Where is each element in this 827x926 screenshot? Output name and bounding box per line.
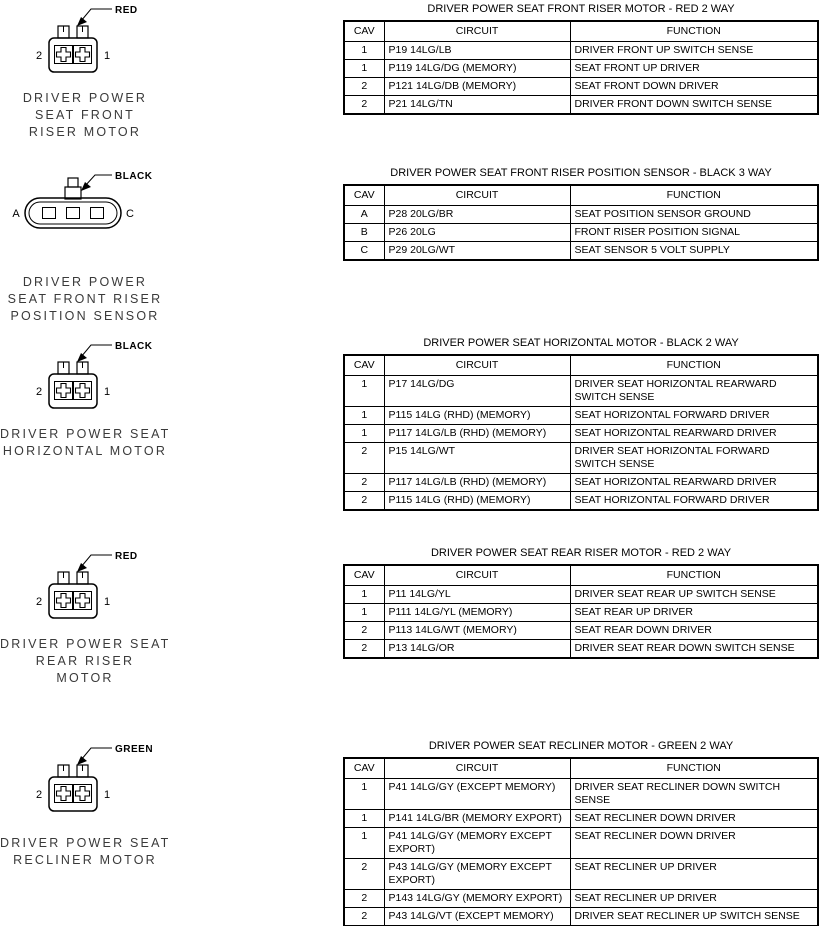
circuit-cell: P119 14LG/DG (MEMORY) [384, 60, 570, 78]
arrowhead-icon [77, 17, 87, 26]
connector-2way-drawing [3, 546, 168, 634]
pin-letter-right: C [125, 208, 134, 220]
circuit-cell: P43 14LG/VT (EXCEPT MEMORY) [384, 908, 570, 926]
function-cell: SEAT HORIZONTAL REARWARD DRIVER [570, 474, 818, 492]
circuit-cell: P115 14LG (RHD) (MEMORY) [384, 492, 570, 511]
table-header-row [344, 185, 818, 206]
cav-cell: 2 [344, 443, 384, 474]
circuit-cell: P19 14LG/LB [384, 42, 570, 60]
connector-tab [68, 178, 78, 187]
function-cell: SEAT HORIZONTAL FORWARD DRIVER [570, 492, 818, 511]
table-row [344, 890, 818, 908]
function-cell: DRIVER SEAT REAR UP SWITCH SENSE [570, 586, 818, 604]
arrowhead-icon [77, 353, 87, 362]
function-cell: DRIVER SEAT HORIZONTAL FORWARD SWITCH SENSE [570, 443, 818, 474]
cav-cell: 2 [344, 474, 384, 492]
cav-cell: 1 [344, 376, 384, 407]
table-row [344, 376, 818, 407]
circuit-cell: P117 14LG/LB (RHD) (MEMORY) [384, 425, 570, 443]
pin-number-left: 2 [35, 50, 42, 62]
table-row [344, 78, 818, 96]
table-row [344, 622, 818, 640]
function-cell: SEAT REAR DOWN DRIVER [570, 622, 818, 640]
table-row [344, 586, 818, 604]
table-title: DRIVER POWER SEAT FRONT RISER MOTOR - RED 2 WAY [427, 3, 735, 15]
connector-2way-drawing [3, 336, 168, 424]
function-cell: FRONT RISER POSITION SIGNAL [570, 224, 818, 242]
table-row [344, 604, 818, 622]
pin-number-right: 1 [103, 50, 110, 62]
function-cell: SEAT SENSOR 5 VOLT SUPPLY [570, 242, 818, 261]
cav-header: CAV [344, 355, 384, 376]
function-cell: SEAT HORIZONTAL REARWARD DRIVER [570, 425, 818, 443]
function-header: FUNCTION [570, 758, 818, 779]
circuit-header: CIRCUIT [384, 565, 570, 586]
circuit-cell: P11 14LG/YL [384, 586, 570, 604]
cav-cell: 2 [344, 622, 384, 640]
function-header: FUNCTION [570, 21, 818, 42]
arrowhead-icon [81, 182, 91, 191]
pin-letter-left: A [11, 208, 20, 220]
circuit-cell: P121 14LG/DB (MEMORY) [384, 78, 570, 96]
connector-area-front-riser-motor [0, 0, 170, 141]
pin-number-left: 2 [35, 789, 42, 801]
table-row [344, 60, 818, 78]
table-row [344, 779, 818, 810]
function-cell: SEAT FRONT DOWN DRIVER [570, 78, 818, 96]
pin-cavity [54, 382, 72, 400]
pin-number-right: 1 [103, 596, 110, 608]
connector-2way-drawing [3, 739, 168, 827]
cav-cell: 2 [344, 890, 384, 908]
connector-area-front-riser-position-sensor [0, 166, 170, 325]
table-row [344, 474, 818, 492]
connector-caption: DRIVER POWER SEAT RECLINER MOTOR [0, 836, 171, 867]
terminal-cross [75, 594, 89, 608]
connector-caption: DRIVER POWER SEAT FRONT RISER POSITION SENSOR [7, 275, 163, 323]
leader-line [81, 9, 112, 21]
connector-color-label: BLACK [114, 341, 152, 352]
table-row [344, 810, 818, 828]
function-cell: SEAT REAR UP DRIVER [570, 604, 818, 622]
cav-cell: 2 [344, 78, 384, 96]
connector-caption: DRIVER POWER SEAT FRONT RISER MOTOR [22, 91, 148, 139]
function-cell: DRIVER SEAT REAR DOWN SWITCH SENSE [570, 640, 818, 659]
terminal-cross [56, 594, 70, 608]
table-header-row [344, 565, 818, 586]
terminal-cross [56, 48, 70, 62]
cav-cell: 1 [344, 60, 384, 78]
circuit-header: CIRCUIT [384, 185, 570, 206]
circuit-header: CIRCUIT [384, 758, 570, 779]
function-header: FUNCTION [570, 565, 818, 586]
circuit-cell: P117 14LG/LB (RHD) (MEMORY) [384, 474, 570, 492]
pin-cavity [73, 46, 91, 64]
connector-color-label: RED [114, 551, 138, 562]
function-header: FUNCTION [570, 185, 818, 206]
table-row [344, 42, 818, 60]
table-row [344, 407, 818, 425]
pin-number-right: 1 [103, 789, 110, 801]
cav-header: CAV [344, 185, 384, 206]
cav-header: CAV [344, 21, 384, 42]
table-row [344, 492, 818, 511]
arrowhead-icon [77, 756, 87, 765]
table-row [344, 859, 818, 890]
pin-cavity [54, 785, 72, 803]
circuit-cell: P21 14LG/TN [384, 96, 570, 115]
table-header-row [344, 21, 818, 42]
circuit-cell: P13 14LG/OR [384, 640, 570, 659]
connector-color-label: RED [114, 5, 138, 16]
cav-cell: 2 [344, 908, 384, 926]
connector-color-label: GREEN [114, 744, 153, 755]
circuit-cell: P17 14LG/DG [384, 376, 570, 407]
table-row [344, 828, 818, 859]
circuit-cell: P29 20LG/WT [384, 242, 570, 261]
circuit-cell: P41 14LG/GY (MEMORY EXCEPT EXPORT) [384, 828, 570, 859]
table-row [344, 96, 818, 115]
cav-cell: 2 [344, 640, 384, 659]
pinout-table-front-riser-motor [343, 2, 819, 115]
function-cell: SEAT RECLINER UP DRIVER [570, 890, 818, 908]
table-header-row [344, 758, 818, 779]
function-cell: SEAT RECLINER UP DRIVER [570, 859, 818, 890]
table-title: DRIVER POWER SEAT RECLINER MOTOR - GREEN 2 WAY [428, 740, 734, 752]
function-cell: SEAT FRONT UP DRIVER [570, 60, 818, 78]
cav-cell: 1 [344, 425, 384, 443]
function-cell: DRIVER FRONT DOWN SWITCH SENSE [570, 96, 818, 115]
table-row [344, 206, 818, 224]
connector-caption: DRIVER POWER SEAT REAR RISER MOTOR [0, 637, 171, 685]
connector-color-label: BLACK [114, 171, 152, 182]
pin-number-left: 2 [35, 386, 42, 398]
leader-line [81, 345, 112, 357]
terminal-cross [75, 787, 89, 801]
table-row [344, 242, 818, 261]
table-title: DRIVER POWER SEAT FRONT RISER POSITION SENSOR - BLACK 3 WAY [390, 167, 772, 179]
cav-header: CAV [344, 758, 384, 779]
pin-cavity [73, 785, 91, 803]
cav-cell: A [344, 206, 384, 224]
cav-cell: B [344, 224, 384, 242]
cav-cell: 1 [344, 604, 384, 622]
cav-cell: 1 [344, 779, 384, 810]
function-cell: DRIVER SEAT RECLINER UP SWITCH SENSE [570, 908, 818, 926]
leader-line [81, 555, 112, 567]
table-row [344, 443, 818, 474]
circuit-cell: P43 14LG/GY (MEMORY EXCEPT EXPORT) [384, 859, 570, 890]
function-header: FUNCTION [570, 355, 818, 376]
cav-cell: C [344, 242, 384, 261]
circuit-cell: P26 20LG [384, 224, 570, 242]
function-cell: DRIVER FRONT UP SWITCH SENSE [570, 42, 818, 60]
table-header-row [344, 355, 818, 376]
table-row [344, 640, 818, 659]
table-row [344, 224, 818, 242]
connector-area-horizontal-motor [0, 336, 170, 460]
cav-cell: 2 [344, 96, 384, 115]
table-row [344, 425, 818, 443]
cav-header: CAV [344, 565, 384, 586]
pin-cavity [73, 382, 91, 400]
cav-cell: 1 [344, 810, 384, 828]
circuit-header: CIRCUIT [384, 355, 570, 376]
circuit-cell: P15 14LG/WT [384, 443, 570, 474]
connector-area-recliner-motor [0, 739, 170, 869]
function-cell: SEAT POSITION SENSOR GROUND [570, 206, 818, 224]
connector-tab-base [65, 187, 81, 199]
pinout-table-rear-riser-motor [343, 546, 819, 659]
pin-cavity [54, 46, 72, 64]
pin-number-right: 1 [103, 386, 110, 398]
circuit-cell: P41 14LG/GY (EXCEPT MEMORY) [384, 779, 570, 810]
function-cell: DRIVER SEAT HORIZONTAL REARWARD SWITCH SENSE [570, 376, 818, 407]
terminal-cross [75, 48, 89, 62]
circuit-cell: P115 14LG (RHD) (MEMORY) [384, 407, 570, 425]
cav-cell: 2 [344, 859, 384, 890]
function-cell: SEAT HORIZONTAL FORWARD DRIVER [570, 407, 818, 425]
circuit-cell: P111 14LG/YL (MEMORY) [384, 604, 570, 622]
pin-number-left: 2 [35, 596, 42, 608]
pin-cavity [54, 592, 72, 610]
function-cell: SEAT RECLINER DOWN DRIVER [570, 828, 818, 859]
circuit-cell: P141 14LG/BR (MEMORY EXPORT) [384, 810, 570, 828]
circuit-cell: P143 14LG/GY (MEMORY EXPORT) [384, 890, 570, 908]
leader-line [81, 748, 112, 760]
leader-line [85, 175, 112, 186]
connector-area-rear-riser-motor [0, 546, 170, 687]
pin-cavity [66, 208, 79, 219]
pinout-table-front-riser-position-sensor [343, 166, 819, 261]
cav-cell: 1 [344, 42, 384, 60]
cav-cell: 1 [344, 828, 384, 859]
pin-cavity [90, 208, 103, 219]
circuit-cell: P28 20LG/BR [384, 206, 570, 224]
function-cell: SEAT RECLINER DOWN DRIVER [570, 810, 818, 828]
function-cell: DRIVER SEAT RECLINER DOWN SWITCH SENSE [570, 779, 818, 810]
cav-cell: 1 [344, 407, 384, 425]
connector-2way-drawing [3, 0, 168, 88]
connector-3way-drawing [3, 166, 168, 254]
connector-caption: DRIVER POWER SEAT HORIZONTAL MOTOR [0, 427, 171, 458]
circuit-cell: P113 14LG/WT (MEMORY) [384, 622, 570, 640]
table-title: DRIVER POWER SEAT HORIZONTAL MOTOR - BLACK 2 WAY [423, 337, 739, 349]
arrowhead-icon [77, 563, 87, 572]
pin-cavity [73, 592, 91, 610]
terminal-cross [56, 384, 70, 398]
cav-cell: 2 [344, 492, 384, 511]
circuit-header: CIRCUIT [384, 21, 570, 42]
terminal-cross [56, 787, 70, 801]
pin-cavity [42, 208, 55, 219]
cav-cell: 1 [344, 586, 384, 604]
table-title: DRIVER POWER SEAT REAR RISER MOTOR - RED 2 WAY [430, 547, 732, 559]
table-row [344, 908, 818, 926]
pinout-table-recliner-motor [343, 739, 819, 926]
terminal-cross [75, 384, 89, 398]
pinout-table-horizontal-motor [343, 336, 819, 511]
